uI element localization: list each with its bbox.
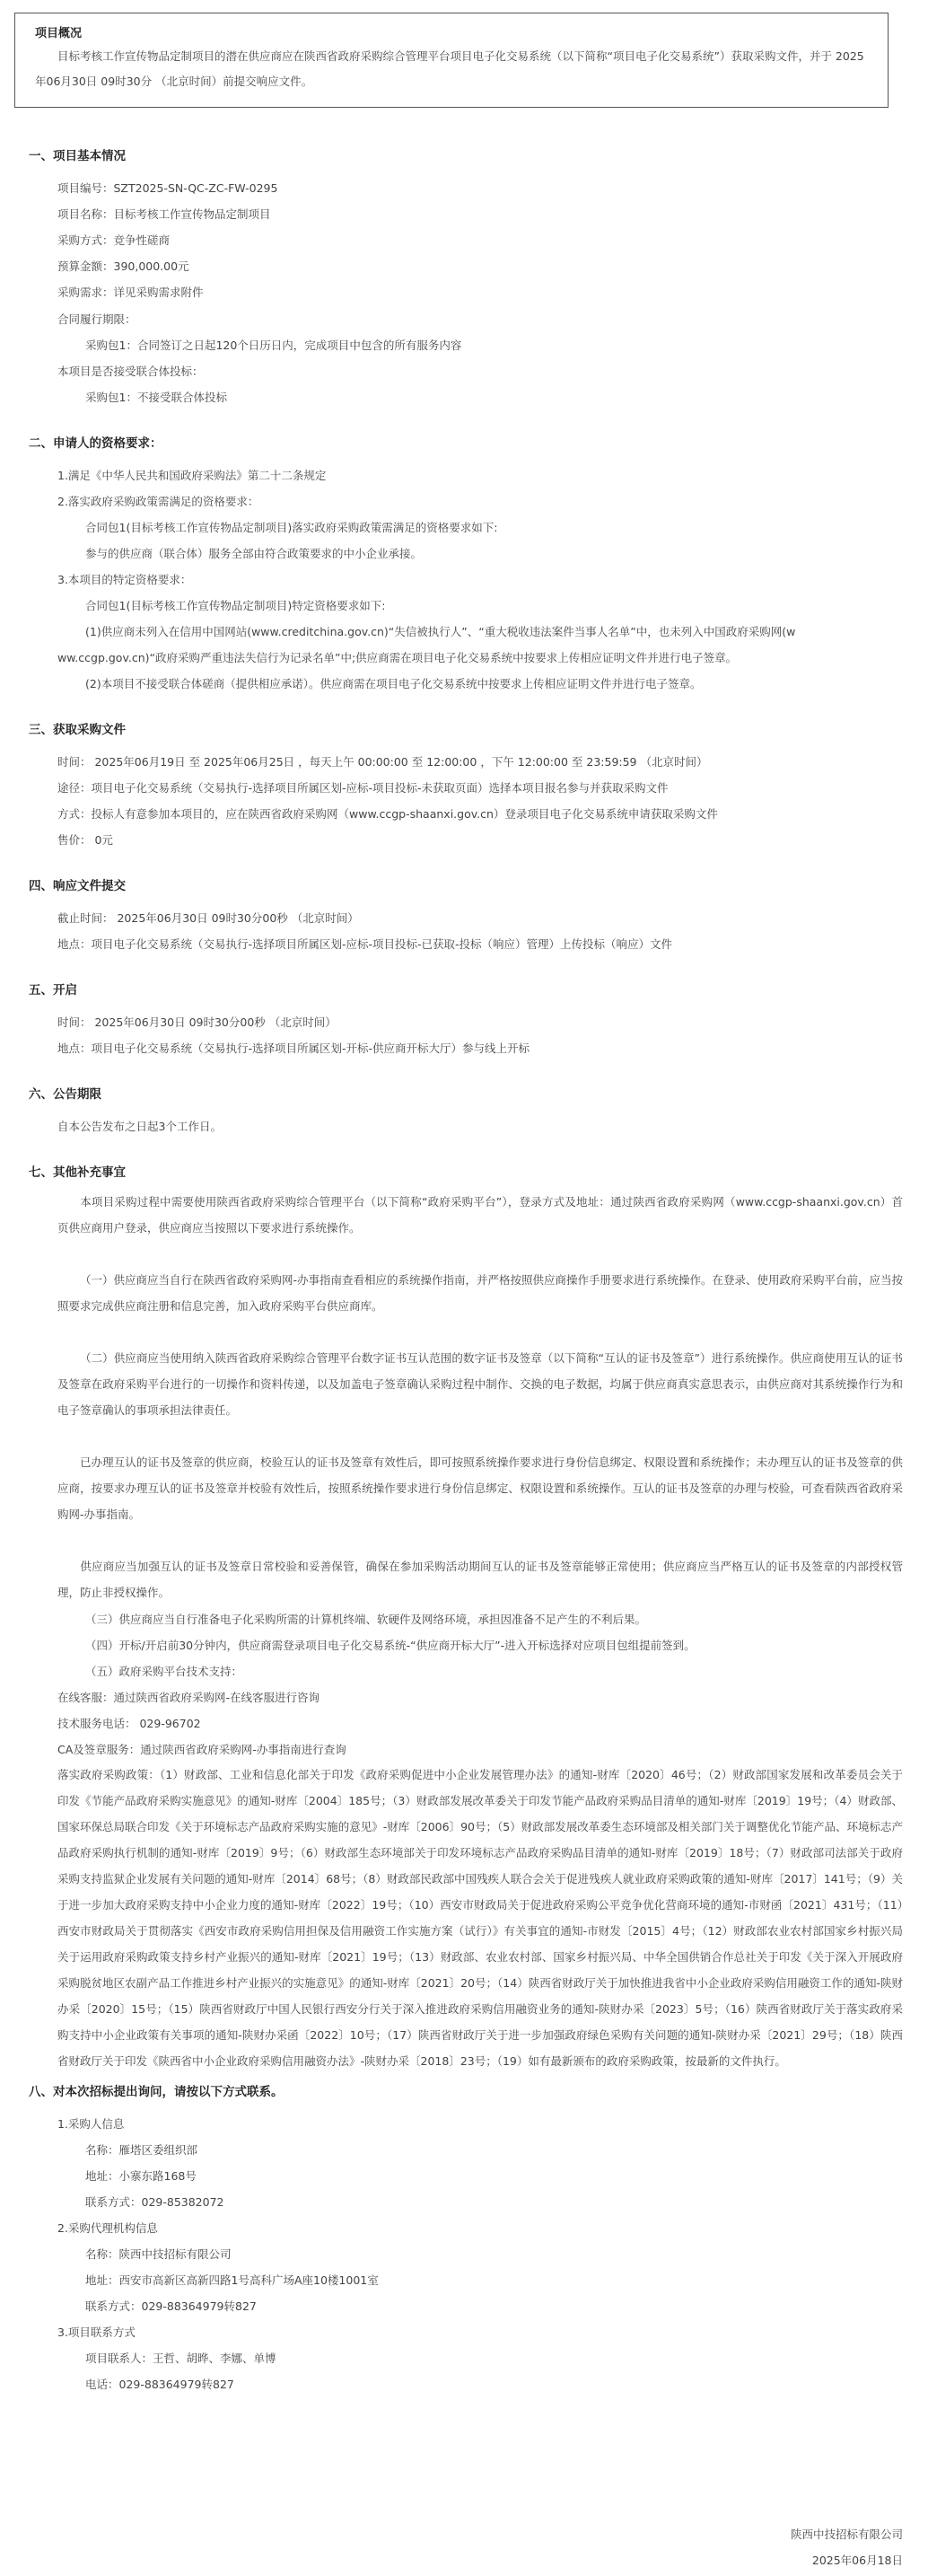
qualification-special-package: 合同包1(目标考核工作宣传物品定制项目)特定资格要求如下: [85,599,386,612]
overview-title: 项目概况 [35,27,83,40]
submission-place: 地点：项目电子化交易系统（交易执行-选择项目所属区划-应标-项目投标-已获取-投标（响应）管理）上传投标（响应）文件 [57,937,673,951]
supplement-item-5: （五）政府采购平台技术支持： [85,1665,243,1678]
section-period-title: 六、公告期限 [29,1087,101,1102]
obtain-time: 时间： 2025年06月19日 至 2025年06月25日 ，每天上午 00:00:00 至 12:00:00 ，下午 12:00:00 至 23:59:59 （北京时间） [57,755,708,769]
consortium-label: 本项目是否接受联合体投标： [57,365,204,378]
section-opening-title: 五、开启 [29,983,77,998]
qualification-special-1a: (1)供应商未列入在信用中国网站(www.creditchina.gov.cn)“失信被执行人”、“重大税收违法案件当事人名单”中，也未列入中国政府采购网(w [85,625,796,638]
section-basic-info-title: 一、项目基本情况 [29,149,126,163]
project-contact-heading: 3.项目联系方式 [57,2325,136,2339]
buyer-address: 地址：小寨东路168号 [85,2169,197,2183]
policy-list: 落实政府采购政策：（1）财政部、工业和信息化部关于印发《政府采购促进中小企业发展管理办法》的通知-财库〔2020〕46号；（2）财政部国家发展和改革委员会关于印发《节能产品政府采购实施意见》的通知-财库〔2004〕185号；（3）财政部发展改革委关于印发节能产品政府采购品目清单的通知-财库〔2019〕19号；（4）财政部、国家环保总局联合印发《关于环境标志产品政府采购实施的意见》-财库〔2006〕90号；（5）财政部发展改革委生态环境部及相关部门关于调整优化节能产品、环境标志产品政府采购执行机制的通知-财库〔2019〕9号；（6）财政部生态环境部关于印发环境标志产品政府采购品目清单的通知-财库〔2019〕18号；（7）财政部司法部关于政府采购支持监狱企业发展有关问题的通知-财库〔2014〕68号；（8）财政部民政部中国残疾人联合会关于促进残疾人就业政府采购政策的通知-财库〔2017〕141号；（9）关于进一步加大政府采购支持中小企业力度的通知-财库〔2022〕19号；（10）西安市财政局关于促进政府采购公平竞争优化营商环境的通知-市财函〔2021〕431号；（11）西安市财政局关于贯彻落实《西安市政府采购信用担保及信用融资工作实施方案（试行）》有关事宜的通知-市财发〔2015〕4号；（12）财政部农业农村部国家乡村振兴局关于运用政府采购政策支持乡村产业振兴的通知-财库〔2021〕19号；（13）财政部、农业农村部、国家乡村振兴局、中华全国供销合作总社关于印发《关于深入开展政府采购脱贫地区农副产品工作推进乡村产业振兴的实施意见》的通知-财库〔2021〕20号；（14）陕西省财政厅关于加快推进我省中小企业政府采购信用融资工作的通知-陕财办采〔2020〕15号；（15）陕西省财政厅中国人民银行西安分行关于深入推进政府采购信用融资业务的通知-陕财办采〔2023〕5号；（16）陕西省财政厅关于落实政府采购支持中小企业政策有关事项的通知-陕财办采函〔2022〕10号；（17）陕西省财政厅关于进一步加强政府绿色采购有关问题的通知-陕财办采〔2021〕29号；（18）陕西省财政厅关于印发《陕西省中小企业政府采购信用融资办法》-陕财办采〔2018〕23号；（19）如有最新颁布的政府采购政策，按最新的文件执行。 [57,1768,903,2068]
qualification-item-2: 2.落实政府采购政策需满足的资格要求： [57,495,259,508]
agent-name: 名称：陕西中技招标有限公司 [85,2247,232,2261]
qualification-item-1: 1.满足《中华人民共和国政府采购法》第二十二条规定 [57,469,327,482]
section-supplement-title: 七、其他补充事宜 [29,1165,126,1180]
agent-address: 地址：西安市高新区高新四路1号高科广场A座10楼1001室 [85,2273,379,2287]
section-contact-title: 八、对本次招标提出询问，请按以下方式联系。 [29,2085,284,2099]
project-contacts: 项目联系人：王哲、胡晔、李娜、单博 [85,2352,276,2365]
qualification-special-1b: ww.ccgp.gov.cn)“政府采购严重违法失信行为记录名单”中;供应商需在项目电子化交易系统中按要求上传相应证明文件并进行电子签章。 [57,651,738,664]
buyer-phone: 联系方式：029-85382072 [85,2195,224,2209]
contract-period-package: 采购包1：合同签订之日起120个日历日内，完成项目中包含的所有服务内容 [85,338,462,352]
buyer-name: 名称：雁塔区委组织部 [85,2143,198,2157]
signature-org: 陕西中技招标有限公司 [790,2528,903,2541]
obtain-mode: 方式：投标人有意参加本项目的，应在陕西省政府采购网（www.ccgp-shaanxi.gov.cn）登录项目电子化交易系统申请获取采购文件 [57,807,718,821]
project-phone: 电话：029-88364979转827 [85,2378,234,2391]
section-submission-title: 四、响应文件提交 [29,879,126,893]
supplement-item-2: （二）供应商应当使用纳入陕西省政府采购综合管理平台数字证书互认范围的数字证书及签章（以下简称“互认的证书及签章”）进行系统操作。供应商使用互认的证书及签章在政府采购平台进行的一切操作和资料传递，以及加盖电子签章确认采购过程中制作、交换的电子数据，均属于供应商真实意思表示，由供应商对其系统操作行为和电子签章确认的事项承担法律责任。 [57,1351,903,1417]
support-phone: 技术服务电话： 029-96702 [57,1717,201,1730]
agent-info-heading: 2.采购代理机构信息 [57,2221,158,2235]
support-ca: CA及签章服务：通过陕西省政府采购网-办事指南进行查询 [57,1743,346,1756]
agent-phone: 联系方式：029-88364979转827 [85,2299,257,2313]
supplement-cert-paragraph: 已办理互认的证书及签章的供应商，校验互认的证书及签章有效性后，即可按照系统操作要求进行身份信息绑定、权限设置和系统操作；未办理互认的证书及签章的供应商，按要求办理互认的证书及签章并校验有效性后，按照系统操作要求进行身份信息绑定、权限设置和系统操作。互认的证书及签章的办理与校验，可查看陕西省政府采购网-办事指南。 [57,1455,903,1521]
buyer-info-heading: 1.采购人信息 [57,2117,125,2131]
section-obtain-docs-title: 三、获取采购文件 [29,723,126,737]
qualification-policy-detail: 参与的供应商（联合体）服务全部由符合政策要求的中小企业承接。 [85,547,423,560]
overview-text: 目标考核工作宣传物品定制项目的潜在供应商应在陕西省政府采购综合管理平台项目电子化交易系统（以下简称“项目电子化交易系统”）获取采购文件，并于 2025年06月30日 09时30分 （北京时间）前提交响应文件。 [35,49,864,88]
qualification-special-2: (2)本项目不接受联合体磋商（提供相应承诺）。供应商需在项目电子化交易系统中按要求上传相应证明文件并进行电子签章。 [85,677,702,690]
procurement-need: 采购需求：详见采购需求附件 [57,286,204,299]
qualification-policy-package: 合同包1(目标考核工作宣传物品定制项目)落实政府采购政策需满足的资格要求如下: [85,521,498,534]
project-name: 项目名称：目标考核工作宣传物品定制项目 [57,207,271,221]
contract-period-label: 合同履行期限： [57,312,136,326]
submission-deadline: 截止时间： 2025年06月30日 09时30分00秒 （北京时间） [57,911,359,925]
obtain-price: 售价： 0元 [57,833,113,847]
supplement-cert-management: 供应商应当加强互认的证书及签章日常校验和妥善保管，确保在参加采购活动期间互认的证书及签章能够正常使用；供应商应当严格互认的证书及签章的内部授权管理，防止非授权操作。 [57,1560,903,1599]
obtain-way: 途径：项目电子化交易系统（交易执行-选择项目所属区划-应标-项目投标-未获取页面）选择本项目报名参与并获取采购文件 [57,781,669,795]
project-overview-box [14,13,889,108]
supplement-item-1: （一）供应商应当自行在陕西省政府采购网-办事指南查看相应的系统操作指南，并严格按照供应商操作手册要求进行系统操作。在登录、使用政府采购平台前，应当按照要求完成供应商注册和信息完善，加入政府采购平台供应商库。 [57,1273,904,1313]
budget-amount: 预算金额：390,000.00元 [57,259,189,273]
project-number: 项目编号：SZT2025-SN-QC-ZC-FW-0295 [57,181,278,195]
section-qualification-title: 二、申请人的资格要求： [29,436,162,451]
procurement-method: 采购方式：竞争性磋商 [57,233,171,247]
opening-time: 时间： 2025年06月30日 09时30分00秒 （北京时间） [57,1015,337,1029]
announcement-period: 自本公告发布之日起3个工作日。 [57,1120,222,1133]
support-online: 在线客服：通过陕西省政府采购网-在线客服进行咨询 [57,1691,320,1704]
opening-place: 地点：项目电子化交易系统（交易执行-选择项目所属区划-开标-供应商开标大厅）参与线上开标 [57,1042,530,1055]
signature-date: 2025年06月18日 [811,2554,903,2567]
qualification-item-3: 3.本项目的特定资格要求： [57,573,192,586]
consortium-package: 采购包1：不接受联合体投标 [85,391,227,404]
supplement-item-3: （三）供应商应当自行准备电子化采购所需的计算机终端、软硬件及网络环境，承担因准备不足产生的不利后果。 [85,1613,647,1626]
supplement-intro: 本项目采购过程中需要使用陕西省政府采购综合管理平台（以下简称“政府采购平台”），登录方式及地址：通过陕西省政府采购网（www.ccgp-shaanxi.gov.cn）首页供应商用户登录，供应商应当按照以下要求进行系统操作。 [57,1195,903,1235]
supplement-item-4: （四）开标/开启前30分钟内，供应商需登录项目电子化交易系统-“供应商开标大厅”-进入开标选择对应项目包组提前签到。 [85,1639,696,1652]
